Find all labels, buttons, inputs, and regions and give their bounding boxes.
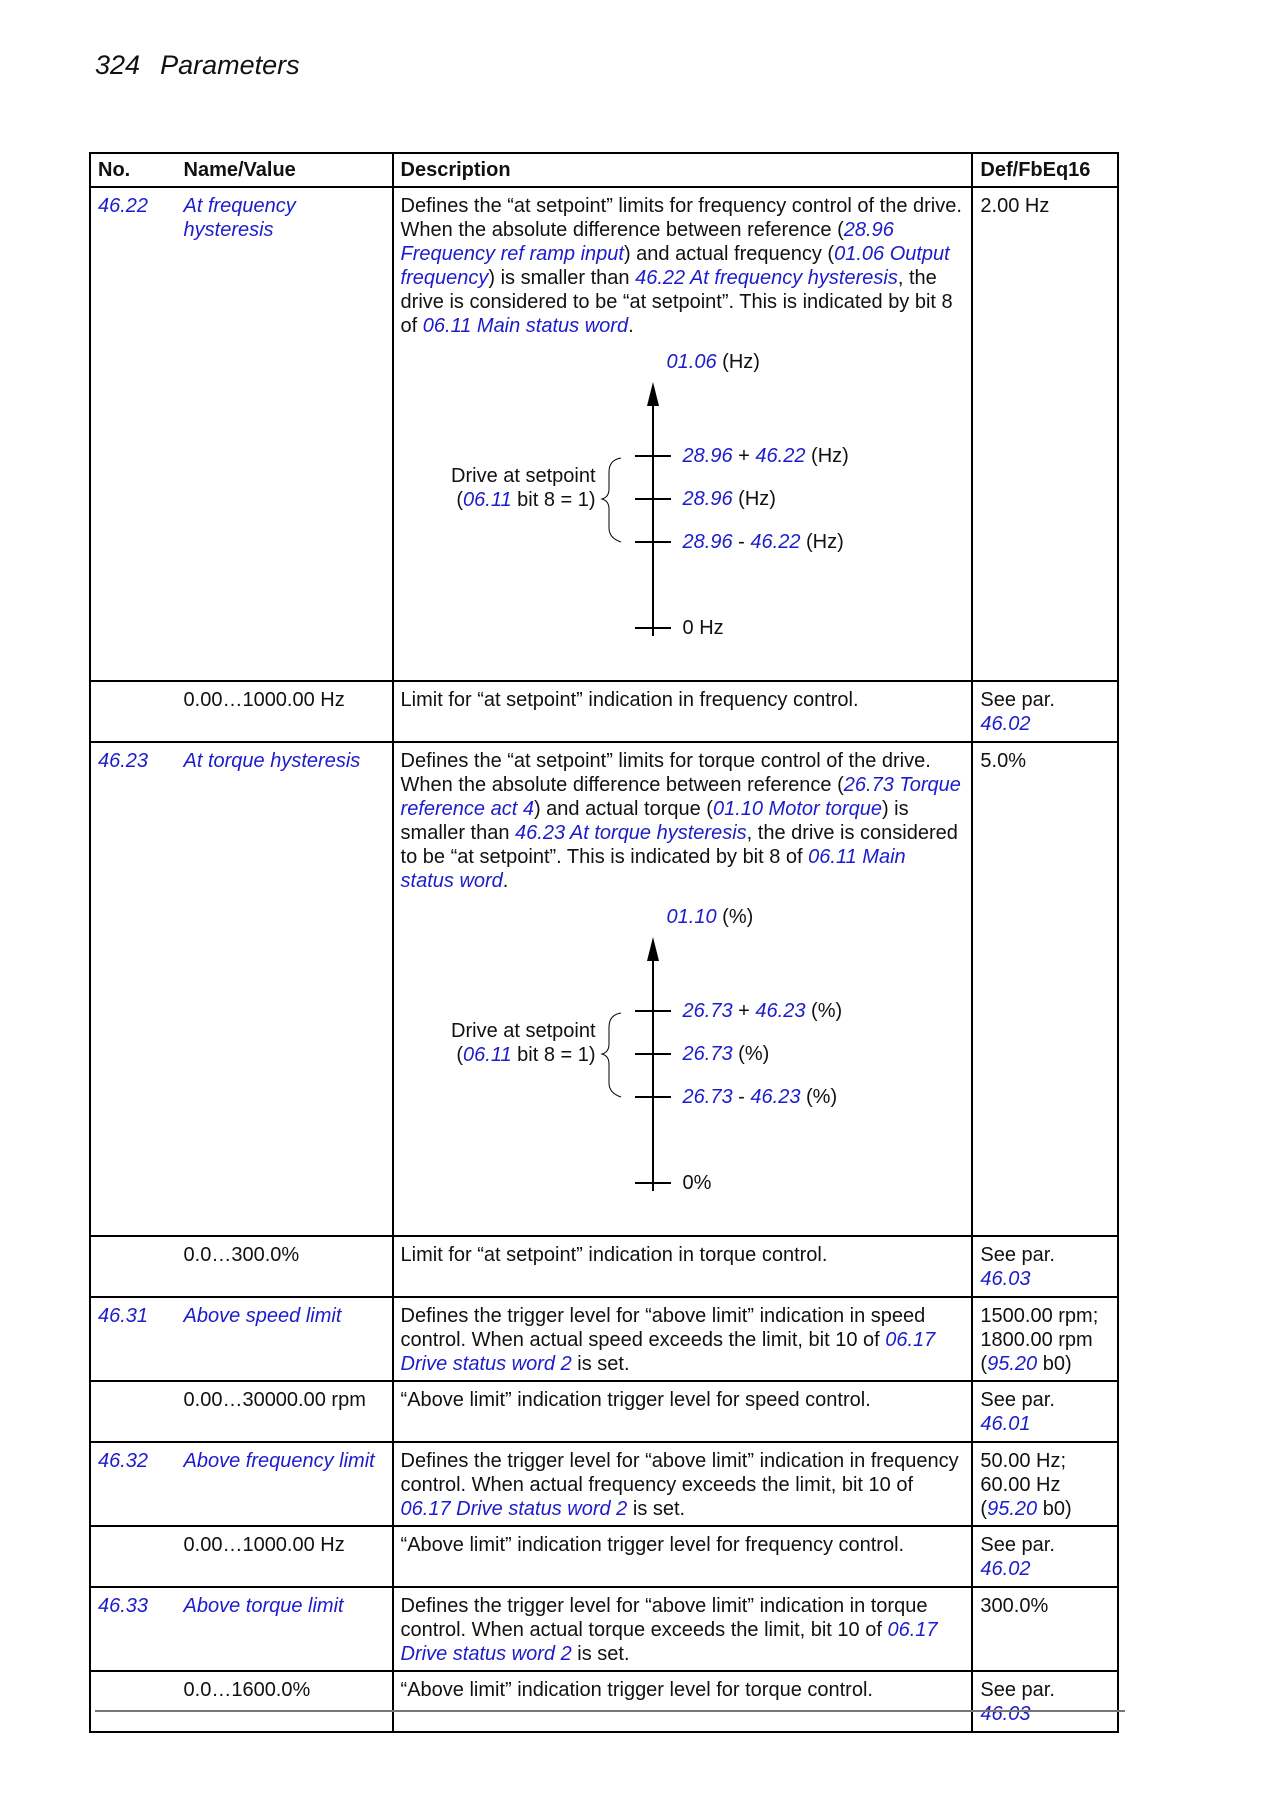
table-row — [90, 681, 1118, 742]
empty-cell — [90, 1671, 177, 1732]
table-row — [90, 1381, 1118, 1442]
upper-limit-label — [683, 444, 849, 468]
page-number: 324 — [95, 50, 141, 80]
default-line: 1800.00 rpm — [980, 1329, 1093, 1351]
unit-text: (Hz) — [722, 351, 760, 373]
value-range: 0.0…1600.0% — [177, 1671, 393, 1732]
table-row — [90, 1236, 1118, 1297]
default-cell — [972, 1297, 1118, 1381]
param-number-link[interactable]: 46.32 — [98, 1450, 149, 1472]
default-line: 60.00 Hz — [980, 1474, 1061, 1496]
lower-limit-label — [683, 530, 844, 554]
bracket-label — [436, 1019, 596, 1067]
description-text: ) is smaller than — [488, 267, 636, 289]
unit-text: (Hz) — [806, 531, 844, 553]
description-text: . — [502, 870, 509, 892]
default-cell — [972, 1526, 1118, 1587]
param-name-link[interactable]: Above torque limit — [183, 1595, 344, 1617]
param-name-link[interactable]: At torque hysteresis — [183, 750, 361, 772]
paren: ( — [456, 1044, 464, 1066]
value-range: 0.00…30000.00 rpm — [177, 1381, 393, 1442]
param-link[interactable]: 06.11 — [463, 1044, 512, 1066]
param-number-link[interactable]: 46.31 — [98, 1305, 149, 1327]
param-number-link[interactable]: 46.23 — [98, 750, 149, 772]
table-row — [90, 1671, 1118, 1732]
param-link[interactable]: 26.73 — [682, 1043, 733, 1065]
param-link[interactable]: 46.23 At torque hysteresis — [515, 822, 747, 844]
default-cell — [972, 681, 1118, 742]
param-link[interactable]: 46.03 — [980, 1703, 1031, 1725]
description-text: Defines the “at setpoint” limits for frequency control of the drive. When the absolute difference between reference ( — [400, 195, 962, 241]
header-description: Description — [393, 153, 973, 187]
bit-text: bit 8 = 1) — [511, 489, 596, 511]
header-default: Def/FbEq16 — [972, 153, 1118, 187]
description-text: , the drive is considered to be “at setpoint”. This is indicated by bit 8 of — [400, 822, 958, 868]
paren: ( — [980, 1353, 988, 1375]
default-cell: 5.0% — [972, 742, 1118, 1236]
header-no: No. — [90, 153, 177, 187]
param-link[interactable]: 28.96 Frequency ref ramp input — [400, 219, 894, 265]
empty-cell — [90, 1381, 177, 1442]
bracket-label-line1: Drive at setpoint — [451, 1020, 596, 1042]
param-link[interactable]: 46.23 — [755, 1000, 806, 1022]
value-range: 0.00…1000.00 Hz — [177, 1526, 393, 1587]
table-row — [90, 1587, 1118, 1671]
description-cell: “Above limit” indication trigger level for speed control. — [393, 1381, 973, 1442]
param-link[interactable]: 06.11 Main status word — [422, 315, 629, 337]
default-cell: 2.00 Hz — [972, 187, 1118, 681]
param-link[interactable]: 26.73 — [682, 1086, 733, 1108]
frequency-hysteresis-diagram — [401, 346, 965, 676]
param-link[interactable]: 46.02 — [980, 713, 1031, 735]
description-text: is set. — [627, 1498, 686, 1520]
description-cell: Limit for “at setpoint” indication in frequency control. — [393, 681, 973, 742]
unit-text: (%) — [806, 1086, 838, 1108]
operator-text: + — [738, 1000, 750, 1022]
description-text: is set. — [571, 1353, 630, 1375]
param-link[interactable]: 28.96 — [682, 531, 733, 553]
bracket-label-line1: Drive at setpoint — [451, 465, 596, 487]
table-row — [90, 187, 1118, 681]
table-row — [90, 1526, 1118, 1587]
param-name-link[interactable]: Above frequency limit — [183, 1450, 375, 1472]
table-row — [90, 1297, 1118, 1381]
unit-text: (%) — [722, 906, 754, 928]
param-link[interactable]: 01.10 — [666, 906, 717, 928]
axis-label — [667, 350, 760, 374]
setpoint-label — [683, 1042, 770, 1066]
description-text: ) and actual frequency ( — [623, 243, 835, 265]
operator-text: - — [738, 531, 745, 553]
description-text: ) is smaller than — [400, 798, 909, 844]
description-cell — [393, 1297, 973, 1381]
default-cell — [972, 1442, 1118, 1526]
zero-label: 0 Hz — [682, 617, 724, 639]
page-title: Parameters — [160, 50, 300, 80]
param-link[interactable]: 06.11 Main status word — [400, 846, 906, 892]
unit-text: (Hz) — [811, 445, 849, 467]
bit-text: b0) — [1037, 1498, 1072, 1520]
zero-label: 0% — [682, 1172, 712, 1194]
default-line — [980, 1352, 1110, 1376]
empty-cell — [90, 1526, 177, 1587]
table-header-row — [90, 153, 1118, 187]
see-par-text: See par. — [980, 1679, 1055, 1701]
param-link[interactable]: 28.96 — [682, 488, 733, 510]
unit-text: (%) — [738, 1043, 770, 1065]
default-cell — [972, 1671, 1118, 1732]
table-row — [90, 1442, 1118, 1526]
description-text: , the drive is considered to be “at setpoint”. This is indicated by bit 8 of — [400, 267, 953, 337]
param-name-link[interactable]: At frequency hysteresis — [183, 195, 296, 241]
footer-divider — [95, 1710, 1125, 1712]
description-cell — [393, 187, 973, 681]
page-header — [95, 50, 300, 81]
axis-label — [667, 905, 754, 929]
default-line: 1500.00 rpm; — [980, 1305, 1099, 1327]
param-link[interactable]: 06.17 Drive status word 2 — [400, 1498, 628, 1520]
operator-text: - — [738, 1086, 745, 1108]
description-text: ) and actual torque ( — [533, 798, 713, 820]
see-par-text: See par. — [980, 1244, 1055, 1266]
param-link[interactable]: 01.06 — [666, 351, 717, 373]
default-cell: 300.0% — [972, 1587, 1118, 1671]
param-name-link[interactable]: Above speed limit — [183, 1305, 342, 1327]
lower-limit-label — [683, 1085, 838, 1109]
empty-cell — [90, 1236, 177, 1297]
value-range: 0.00…1000.00 Hz — [177, 681, 393, 742]
see-par-text: See par. — [980, 689, 1055, 711]
setpoint-label — [683, 487, 776, 511]
param-link[interactable]: 06.17 Drive status word 2 — [400, 1329, 936, 1375]
param-link[interactable]: 06.17 Drive status word 2 — [400, 1619, 938, 1665]
description-cell — [393, 742, 973, 1236]
unit-text: (Hz) — [738, 488, 776, 510]
param-link[interactable]: 46.22 — [755, 445, 806, 467]
param-link[interactable]: 46.22 — [750, 531, 801, 553]
param-link[interactable]: 95.20 — [987, 1353, 1038, 1375]
param-link[interactable]: 46.23 — [750, 1086, 801, 1108]
param-link[interactable]: 26.73 — [682, 1000, 733, 1022]
bracket-label — [436, 464, 596, 512]
description-text: Defines the “at setpoint” limits for torque control of the drive. When the absolute difference between reference ( — [400, 750, 931, 796]
upper-limit-label — [683, 999, 843, 1023]
description-text: is set. — [571, 1643, 630, 1665]
table-row — [90, 742, 1118, 1236]
bit-text: b0) — [1037, 1353, 1072, 1375]
bit-text: bit 8 = 1) — [511, 1044, 596, 1066]
param-link[interactable]: 06.11 — [463, 489, 512, 511]
param-link[interactable]: 46.03 — [980, 1268, 1031, 1290]
unit-text: (%) — [811, 1000, 843, 1022]
param-link[interactable]: 46.01 — [980, 1413, 1031, 1435]
default-cell — [972, 1381, 1118, 1442]
header-name-value: Name/Value — [177, 153, 393, 187]
bracket-label-line2 — [436, 488, 596, 512]
param-link[interactable]: 46.02 — [980, 1558, 1031, 1580]
paren: ( — [980, 1498, 988, 1520]
bracket-label-line2 — [436, 1043, 596, 1067]
empty-cell — [90, 681, 177, 742]
description-text: . — [628, 315, 634, 337]
param-number-link[interactable]: 46.22 — [98, 195, 149, 217]
value-range: 0.0…300.0% — [177, 1236, 393, 1297]
parameters-table — [89, 152, 1119, 1733]
param-link[interactable]: 01.06 Output frequency — [400, 243, 950, 289]
param-link[interactable]: 95.20 — [987, 1498, 1038, 1520]
param-link[interactable]: 46.22 At frequency hysteresis — [635, 267, 898, 289]
description-cell: Limit for “at setpoint” indication in torque control. — [393, 1236, 973, 1297]
description-cell: “Above limit” indication trigger level for torque control. — [393, 1671, 973, 1732]
description-cell: “Above limit” indication trigger level for frequency control. — [393, 1526, 973, 1587]
param-link[interactable]: 26.73 Torque reference act 4 — [400, 774, 961, 820]
param-link[interactable]: 01.10 Motor torque — [712, 798, 882, 820]
description-cell — [393, 1442, 973, 1526]
description-text: Defines the trigger level for “above limit” indication in speed control. When actual speed exceeds the limit, bit 10 of — [400, 1305, 926, 1351]
see-par-text: See par. — [980, 1534, 1055, 1556]
description-text: Defines the trigger level for “above limit” indication in torque control. When actual torque exceeds the limit, bit 10 of — [400, 1595, 928, 1641]
param-link[interactable]: 28.96 — [682, 445, 733, 467]
default-line: 50.00 Hz; — [980, 1450, 1067, 1472]
default-cell — [972, 1236, 1118, 1297]
paren: ( — [456, 489, 464, 511]
default-line — [980, 1497, 1110, 1521]
see-par-text: See par. — [980, 1389, 1055, 1411]
param-number-link[interactable]: 46.33 — [98, 1595, 149, 1617]
description-text: Defines the trigger level for “above limit” indication in frequency control. When actual frequency exceeds the limit, bit 10 of — [400, 1450, 959, 1496]
operator-text: + — [738, 445, 750, 467]
description-cell — [393, 1587, 973, 1671]
torque-hysteresis-diagram — [401, 901, 965, 1231]
